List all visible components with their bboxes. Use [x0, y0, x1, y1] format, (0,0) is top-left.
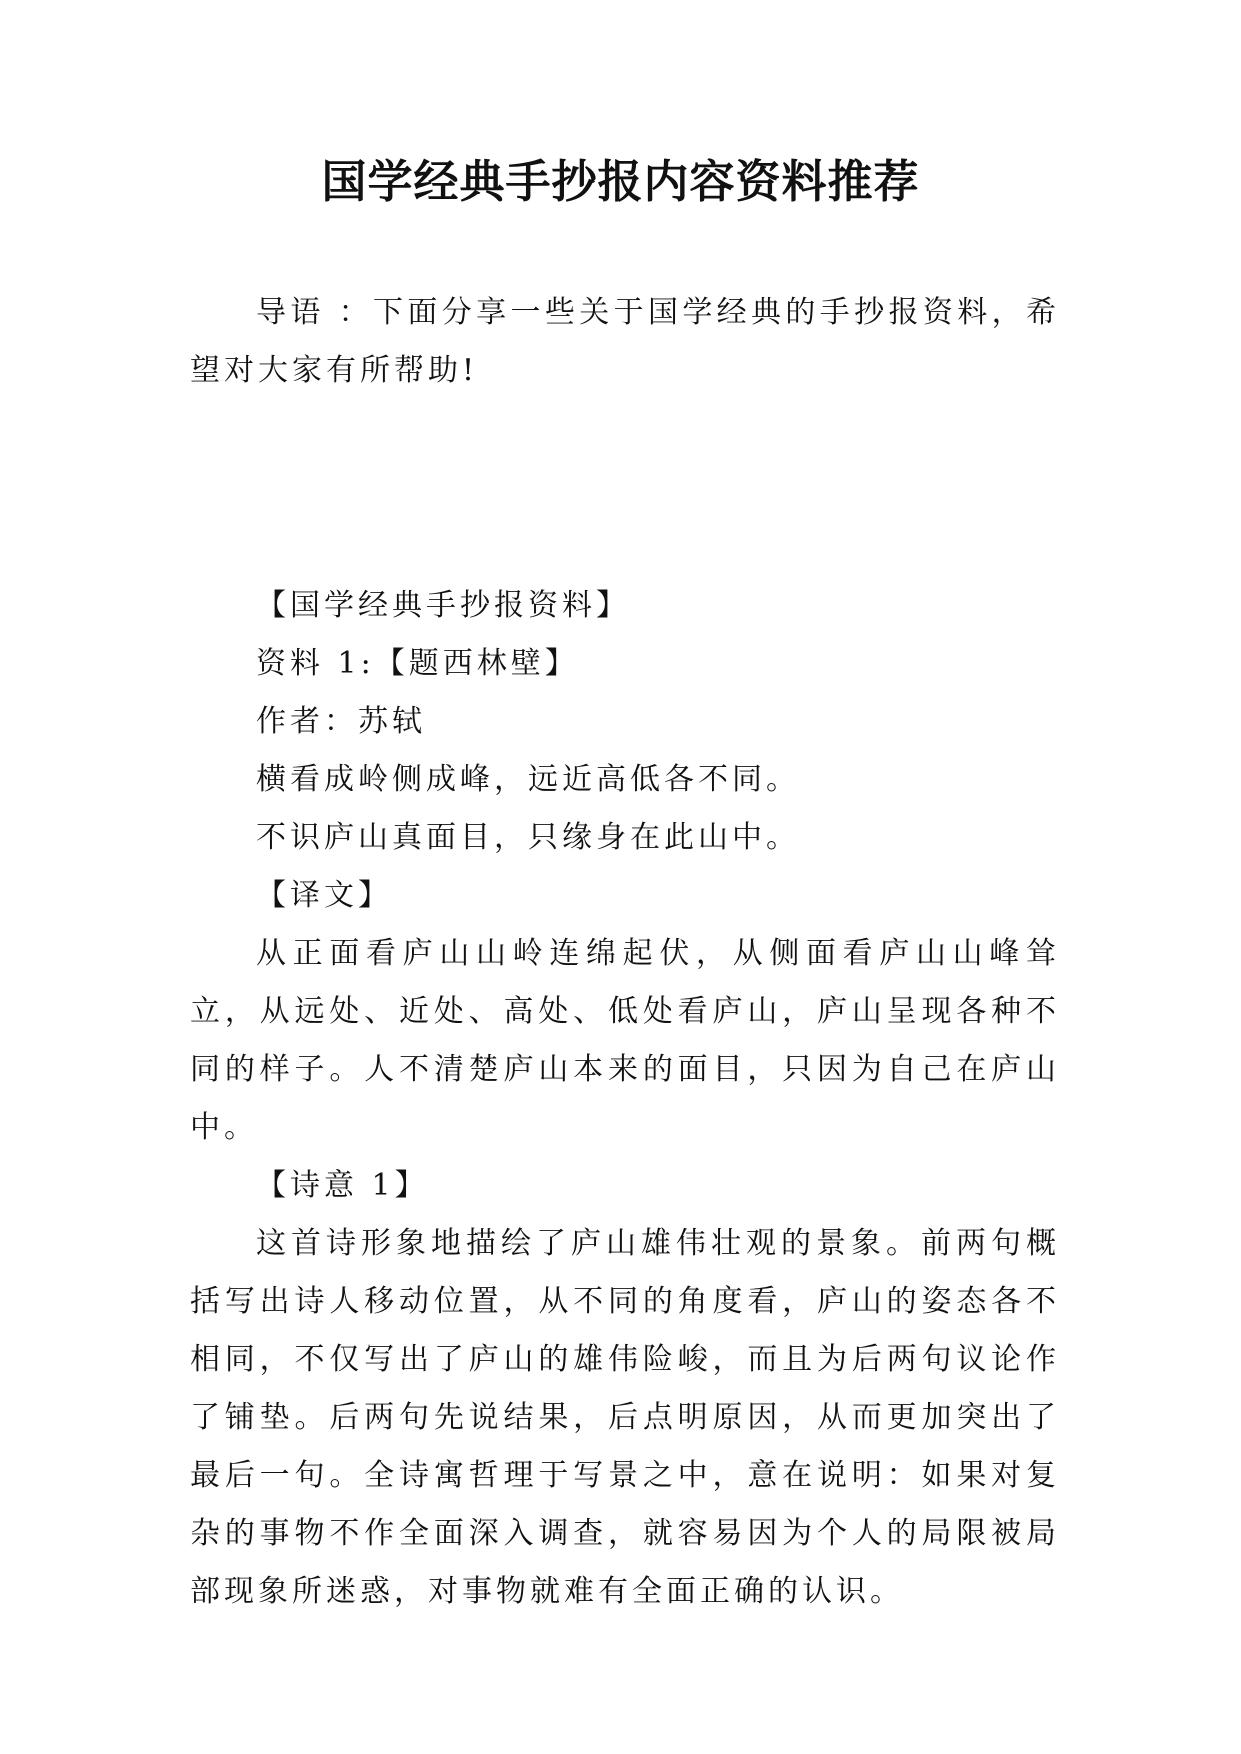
poem-author: 作者：苏轼 [256, 704, 426, 739]
poem-line-1: 横看成岭侧成峰，远近高低各不同。 [256, 762, 800, 797]
intro-paragraph: 导语 ：下面分享一些关于国学经典的手抄报资料，希望对大家有所帮助! [190, 295, 1060, 388]
meaning-paragraph: 这首诗形象地描绘了庐山雄伟壮观的景象。前两句概括写出诗人移动位置，从不同的角度看，庐山的姿态各不相同，不仅写出了庐山的雄伟险峻，而且为后两句议论作了铺垫。后两句先说结果，后点明原因，从而更加突出了最后一句。全诗寓哲理于写景之中，意在说明：如果对复杂的事物不作全面深入调查，就容易因为个人的局限被局部现象所迷惑，对事物就难有全面正确的认识。 [190, 1226, 1060, 1609]
section-heading: 【国学经典手抄报资料】 [256, 588, 630, 623]
meaning-heading: 【诗意 1】 [256, 1168, 429, 1203]
poem-line-2: 不识庐山真面目，只缘身在此山中。 [256, 820, 800, 855]
translation-paragraph: 从正面看庐山山岭连绵起伏，从侧面看庐山山峰耸立，从远处、近处、高处、低处看庐山，庐山呈现各种不同的样子。人不清楚庐山本来的面目，只因为自己在庐山中。 [190, 936, 1060, 1145]
translation-heading: 【译文】 [256, 878, 392, 913]
intro-block [190, 284, 1060, 400]
document-title: 国学经典手抄报内容资料推荐 [321, 155, 920, 208]
material-label: 资料 1:【题西林壁】 [256, 646, 579, 681]
content-block [190, 577, 1060, 1621]
